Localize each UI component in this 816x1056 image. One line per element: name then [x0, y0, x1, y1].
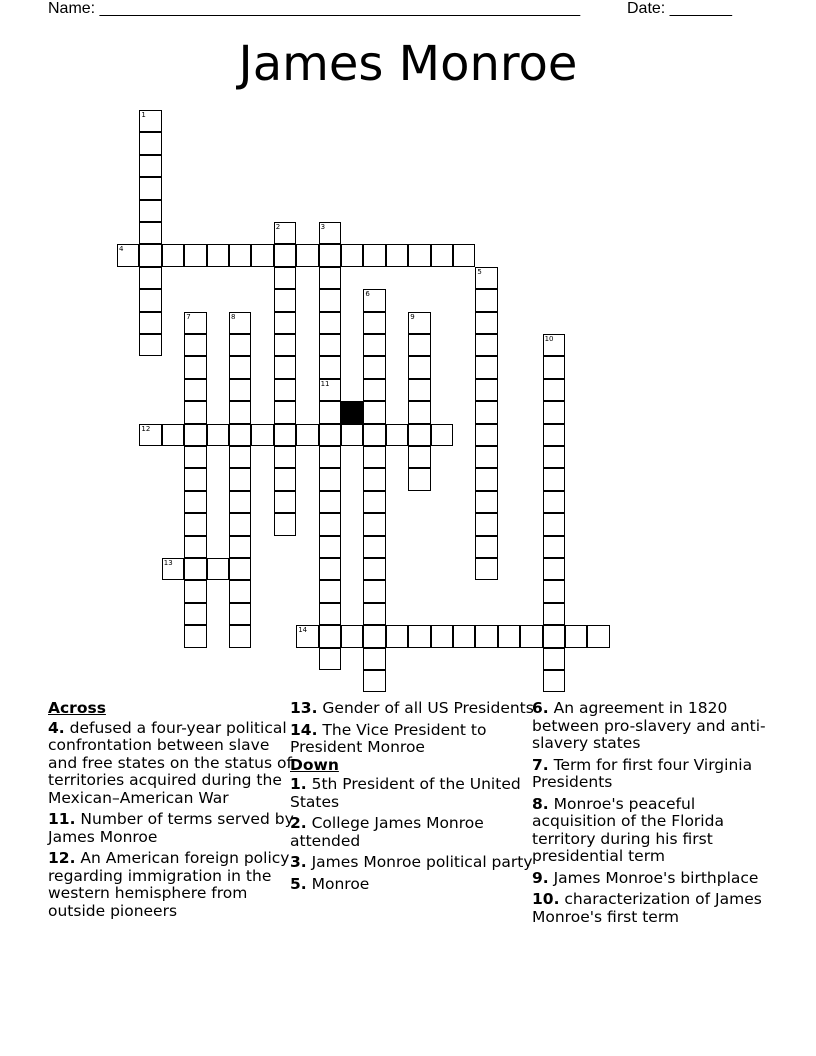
clue-down-9: 9. James Monroe's birthplace [532, 868, 759, 887]
grid-cell[interactable] [408, 334, 430, 356]
grid-cell[interactable] [341, 244, 363, 266]
grid-cell[interactable] [475, 267, 497, 289]
grid-cell[interactable] [274, 289, 296, 311]
grid-cell[interactable] [319, 625, 341, 647]
grid-cell[interactable] [319, 312, 341, 334]
grid-cell[interactable] [475, 356, 497, 378]
grid-cell[interactable] [274, 267, 296, 289]
grid-cell[interactable] [319, 446, 341, 468]
grid-clue-number: 14 [298, 626, 308, 635]
grid-cell[interactable] [229, 312, 251, 334]
clue-down-8: 8. Monroe's peaceful acquisition of the Florida territory during his first presidential term [532, 794, 724, 865]
grid-cell[interactable] [475, 424, 497, 446]
grid-cell[interactable] [229, 424, 251, 446]
clue-down-2: 2. College James Monroe attended [290, 814, 484, 850]
clues-column-3 [532, 700, 782, 930]
grid-cell[interactable] [229, 356, 251, 378]
grid-cell[interactable] [543, 536, 565, 558]
grid-cell[interactable] [363, 625, 385, 647]
grid-cell[interactable] [475, 536, 497, 558]
grid-cell[interactable] [543, 648, 565, 670]
grid-cell[interactable] [139, 222, 161, 244]
grid-cell[interactable] [475, 401, 497, 423]
grid-cell[interactable] [543, 468, 565, 490]
grid-cell[interactable] [274, 312, 296, 334]
grid-cell[interactable] [229, 468, 251, 490]
grid-cell[interactable] [139, 155, 161, 177]
grid-cell[interactable] [408, 379, 430, 401]
grid-cell[interactable] [139, 244, 161, 266]
clue-across-4: 4. defused a four-year political confrontation between slave and free states on the status of territories acquired during the Mexican–American War [48, 718, 292, 807]
grid-cell[interactable] [229, 401, 251, 423]
grid-cell[interactable] [139, 289, 161, 311]
grid-clue-number: 12 [141, 424, 151, 433]
grid-cell[interactable] [363, 334, 385, 356]
grid-cell[interactable] [363, 558, 385, 580]
grid-cell[interactable] [274, 356, 296, 378]
grid-clue-number: 9 [410, 312, 415, 321]
grid-cell[interactable] [184, 312, 206, 334]
grid-cell[interactable] [543, 558, 565, 580]
grid-cell[interactable] [475, 513, 497, 535]
grid-cell[interactable] [386, 424, 408, 446]
grid-cell[interactable] [184, 446, 206, 468]
grid-cell[interactable] [162, 424, 184, 446]
grid-cell[interactable] [408, 312, 430, 334]
clue-down-6: 6. An agreement in 1820 between pro-slavery and anti-slavery states [532, 699, 766, 752]
grid-cell[interactable] [587, 625, 609, 647]
grid-cell[interactable] [274, 222, 296, 244]
date-field-label: Date: _______ [627, 0, 732, 17]
down-heading: Down [290, 755, 339, 774]
grid-cell[interactable] [408, 468, 430, 490]
grid-cell[interactable] [319, 580, 341, 602]
grid-cell[interactable] [408, 446, 430, 468]
grid-cell[interactable] [184, 401, 206, 423]
grid-cell[interactable] [543, 446, 565, 468]
clue-down-10: 10. characterization of James Monroe's first term [532, 890, 762, 926]
grid-cell[interactable] [319, 267, 341, 289]
grid-cell[interactable] [319, 491, 341, 513]
grid-cell[interactable] [139, 110, 161, 132]
grid-cell[interactable] [296, 625, 318, 647]
grid-cell[interactable] [453, 244, 475, 266]
grid-cell[interactable] [319, 401, 341, 423]
grid-cell[interactable] [162, 244, 184, 266]
grid-cell[interactable] [363, 513, 385, 535]
grid-cell[interactable] [543, 580, 565, 602]
grid-cell[interactable] [363, 356, 385, 378]
grid-cell[interactable] [543, 379, 565, 401]
grid-cell[interactable] [184, 468, 206, 490]
grid-cell[interactable] [431, 625, 453, 647]
grid-cell[interactable] [229, 491, 251, 513]
grid-cell[interactable] [475, 625, 497, 647]
clue-down-3: 3. James Monroe political party [290, 853, 533, 871]
grid-cell[interactable] [251, 424, 273, 446]
grid-cell[interactable] [229, 244, 251, 266]
grid-cell[interactable] [184, 379, 206, 401]
grid-cell[interactable] [386, 244, 408, 266]
grid-cell[interactable] [229, 513, 251, 535]
clue-across-12: 12. An American foreign policy regarding immigration in the western hemisphere from outside pioneers [48, 849, 290, 920]
grid-cell[interactable] [229, 558, 251, 580]
grid-cell[interactable] [543, 401, 565, 423]
grid-cell[interactable] [319, 648, 341, 670]
grid-cell[interactable] [543, 491, 565, 513]
grid-cell[interactable] [162, 558, 184, 580]
clue-across-11: 11. Number of terms served by James Monroe [48, 810, 294, 846]
grid-cell[interactable] [363, 244, 385, 266]
grid-cell[interactable] [408, 625, 430, 647]
grid-cell[interactable] [319, 513, 341, 535]
clue-across-13: 13. Gender of all US Presidents [290, 699, 534, 717]
grid-cell[interactable] [207, 424, 229, 446]
grid-cell[interactable] [363, 670, 385, 692]
page-title: James Monroe [238, 36, 578, 92]
grid-clue-number: 11 [320, 379, 330, 388]
clue-across-14: 14. The Vice President to President Monroe [290, 720, 487, 756]
grid-cell[interactable] [363, 603, 385, 625]
grid-cell[interactable] [565, 625, 587, 647]
grid-cell[interactable] [498, 625, 520, 647]
grid-clue-number: 3 [320, 223, 326, 231]
grid-clue-number: 8 [231, 312, 236, 321]
clue-down-1: 1. 5th President of the United States [290, 775, 521, 811]
grid-cell[interactable] [274, 491, 296, 513]
grid-cell[interactable] [229, 603, 251, 625]
grid-cell[interactable] [475, 491, 497, 513]
grid-cell[interactable] [184, 356, 206, 378]
grid-cell[interactable] [229, 625, 251, 647]
grid-cell[interactable] [274, 244, 296, 266]
grid-cell[interactable] [543, 670, 565, 692]
grid-cell[interactable] [363, 424, 385, 446]
grid-cell[interactable] [319, 379, 341, 401]
grid-cell[interactable] [408, 356, 430, 378]
grid-cell[interactable] [274, 513, 296, 535]
grid-cell[interactable] [207, 244, 229, 266]
grid-cell[interactable] [184, 625, 206, 647]
grid-cell[interactable] [408, 401, 430, 423]
grid-cell[interactable] [319, 356, 341, 378]
grid-cell[interactable] [543, 625, 565, 647]
grid-cell[interactable] [475, 289, 497, 311]
grid-cell[interactable] [341, 625, 363, 647]
grid-cell[interactable] [274, 334, 296, 356]
across-heading: Across [48, 699, 106, 717]
grid-cell[interactable] [408, 244, 430, 266]
grid-clue-number: 1 [141, 111, 146, 119]
grid-cell[interactable] [520, 625, 542, 647]
grid-clue-number: 10 [544, 335, 554, 343]
clue-down-5: 5. Monroe [290, 874, 370, 893]
grid-cell[interactable] [139, 177, 161, 199]
grid-cell[interactable] [319, 222, 341, 244]
grid-cell[interactable] [363, 312, 385, 334]
grid-cell[interactable] [319, 289, 341, 311]
grid-cell[interactable] [229, 536, 251, 558]
grid-cell[interactable] [251, 244, 273, 266]
grid-cell[interactable] [117, 244, 139, 266]
grid-cell[interactable] [319, 334, 341, 356]
grid-cell[interactable] [319, 244, 341, 266]
grid-cell[interactable] [139, 132, 161, 154]
grid-cell[interactable] [475, 446, 497, 468]
grid-cell[interactable] [184, 536, 206, 558]
grid-cell[interactable] [363, 491, 385, 513]
grid-cell[interactable] [475, 379, 497, 401]
clues-column-2 [290, 700, 540, 897]
grid-cell[interactable] [274, 468, 296, 490]
grid-cell[interactable] [229, 379, 251, 401]
grid-cell[interactable] [475, 312, 497, 334]
grid-clue-number: 6 [365, 290, 370, 299]
grid-cell[interactable] [319, 536, 341, 558]
grid-cell[interactable] [139, 267, 161, 289]
grid-cell[interactable] [274, 379, 296, 401]
grid-black-cell [341, 401, 363, 423]
grid-cell[interactable] [543, 356, 565, 378]
grid-cell[interactable] [475, 334, 497, 356]
grid-cell[interactable] [431, 244, 453, 266]
grid-cell[interactable] [229, 446, 251, 468]
grid-cell[interactable] [274, 424, 296, 446]
grid-clue-number: 13 [163, 559, 173, 567]
grid-cell[interactable] [184, 558, 206, 580]
grid-cell[interactable] [363, 401, 385, 423]
grid-cell[interactable] [184, 603, 206, 625]
clue-down-7: 7. Term for first four Virginia Presidents [532, 755, 753, 791]
grid-cell[interactable] [363, 379, 385, 401]
name-field-label: Name: ______________________________________________________ [48, 0, 581, 17]
grid-cell[interactable] [386, 625, 408, 647]
grid-cell[interactable] [296, 424, 318, 446]
grid-cell[interactable] [341, 424, 363, 446]
grid-cell[interactable] [475, 558, 497, 580]
grid-cell[interactable] [296, 244, 318, 266]
grid-cell[interactable] [274, 446, 296, 468]
grid-cell[interactable] [139, 312, 161, 334]
grid-cell[interactable] [431, 424, 453, 446]
grid-clue-number: 2 [275, 223, 281, 231]
clues-column-1 [48, 700, 298, 924]
grid-cell[interactable] [363, 468, 385, 490]
grid-cell[interactable] [319, 468, 341, 490]
grid-cell[interactable] [543, 334, 565, 356]
grid-cell[interactable] [139, 334, 161, 356]
grid-cell[interactable] [184, 244, 206, 266]
grid-cell[interactable] [543, 424, 565, 446]
grid-cell[interactable] [207, 558, 229, 580]
grid-clue-number: 5 [477, 267, 482, 276]
grid-cell[interactable] [274, 401, 296, 423]
grid-cell[interactable] [184, 424, 206, 446]
grid-cell[interactable] [229, 334, 251, 356]
grid-cell[interactable] [363, 580, 385, 602]
grid-clue-number: 4 [119, 245, 124, 254]
grid-cell[interactable] [363, 536, 385, 558]
grid-cell[interactable] [184, 334, 206, 356]
grid-cell[interactable] [363, 446, 385, 468]
grid-cell[interactable] [184, 491, 206, 513]
grid-cell[interactable] [363, 289, 385, 311]
grid-cell[interactable] [453, 625, 475, 647]
grid-cell[interactable] [139, 424, 161, 446]
grid-cell[interactable] [319, 424, 341, 446]
grid-cell[interactable] [229, 580, 251, 602]
grid-cell[interactable] [543, 603, 565, 625]
grid-clue-number: 7 [186, 312, 191, 321]
grid-cell[interactable] [319, 558, 341, 580]
grid-cell[interactable] [184, 580, 206, 602]
grid-cell[interactable] [543, 513, 565, 535]
grid-cell[interactable] [319, 603, 341, 625]
grid-cell[interactable] [363, 648, 385, 670]
grid-cell[interactable] [475, 468, 497, 490]
grid-cell[interactable] [184, 513, 206, 535]
grid-cell[interactable] [408, 424, 430, 446]
grid-cell[interactable] [139, 200, 161, 222]
